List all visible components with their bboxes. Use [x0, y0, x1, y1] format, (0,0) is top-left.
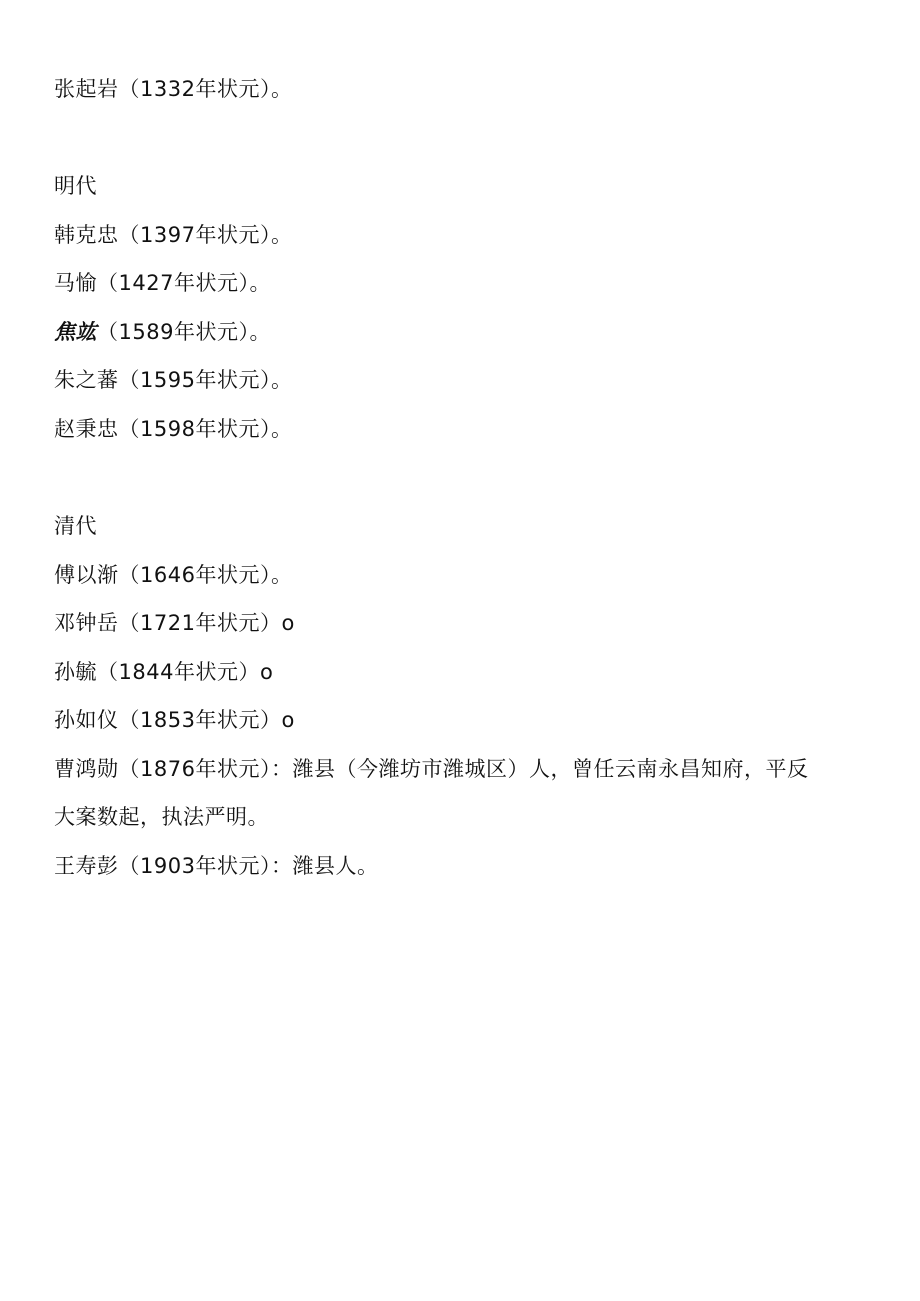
- entry-cao-hongxun: [54, 756, 808, 782]
- entry-zhao-bingzhong: [54, 416, 292, 442]
- section-heading-ming: 明代: [54, 174, 97, 198]
- entry-fu-yijian: [54, 562, 292, 588]
- scholar-name: 傅以渐: [54, 563, 119, 587]
- entry-ma-yu: [54, 270, 271, 296]
- entry-zhu-zhifan: [54, 367, 292, 393]
- scholar-note: （1598年状元）。: [118, 417, 293, 441]
- section-heading-qing: 清代: [54, 514, 97, 538]
- entry-deng-zhongyue: [54, 610, 295, 636]
- scholar-name: 朱之蕃: [54, 368, 119, 392]
- scholar-name: 韩克忠: [54, 223, 119, 247]
- entry-han-kezhong: [54, 222, 292, 248]
- scholar-note: （1876年状元）：潍县（今潍坊市潍城区）人，曾任云南永昌知府，平反: [118, 757, 809, 781]
- entry-sun-yu: [54, 659, 273, 685]
- scholar-note: （1903年状元）：潍县人。: [118, 854, 379, 878]
- scholar-note: （1332年状元）。: [118, 77, 293, 101]
- scholar-name: 马愉: [54, 271, 97, 295]
- scholar-name: 孙毓: [54, 660, 97, 684]
- scholar-name: 赵秉忠: [54, 417, 119, 441]
- scholar-name: 王寿彭: [54, 854, 119, 878]
- scholar-name: 孙如仪: [54, 708, 119, 732]
- entry-jiao-hong: [54, 319, 271, 345]
- entry-cao-hongxun-continued: 大案数起，执法严明。: [54, 805, 269, 829]
- scholar-name: 邓钟岳: [54, 611, 119, 635]
- scholar-note: （1646年状元）。: [118, 563, 293, 587]
- scholar-note: （1397年状元）。: [118, 223, 293, 247]
- scholar-note: （1853年状元）o: [118, 708, 295, 732]
- scholar-note: （1595年状元）。: [118, 368, 293, 392]
- scholar-note: （1721年状元）o: [118, 611, 295, 635]
- scholar-note: （1589年状元）。: [97, 320, 271, 344]
- scholar-note: （1844年状元）o: [97, 660, 274, 684]
- scholar-name: 曹鸿勋: [54, 757, 119, 781]
- scholar-name: 焦竑: [54, 320, 97, 344]
- scholar-note: （1427年状元）。: [97, 271, 271, 295]
- scholar-name: 张起岩: [54, 77, 119, 101]
- entry-wang-shoupeng: [54, 853, 378, 879]
- entry-zhang-qiyan: [54, 76, 292, 102]
- entry-sun-ruyi: [54, 707, 295, 733]
